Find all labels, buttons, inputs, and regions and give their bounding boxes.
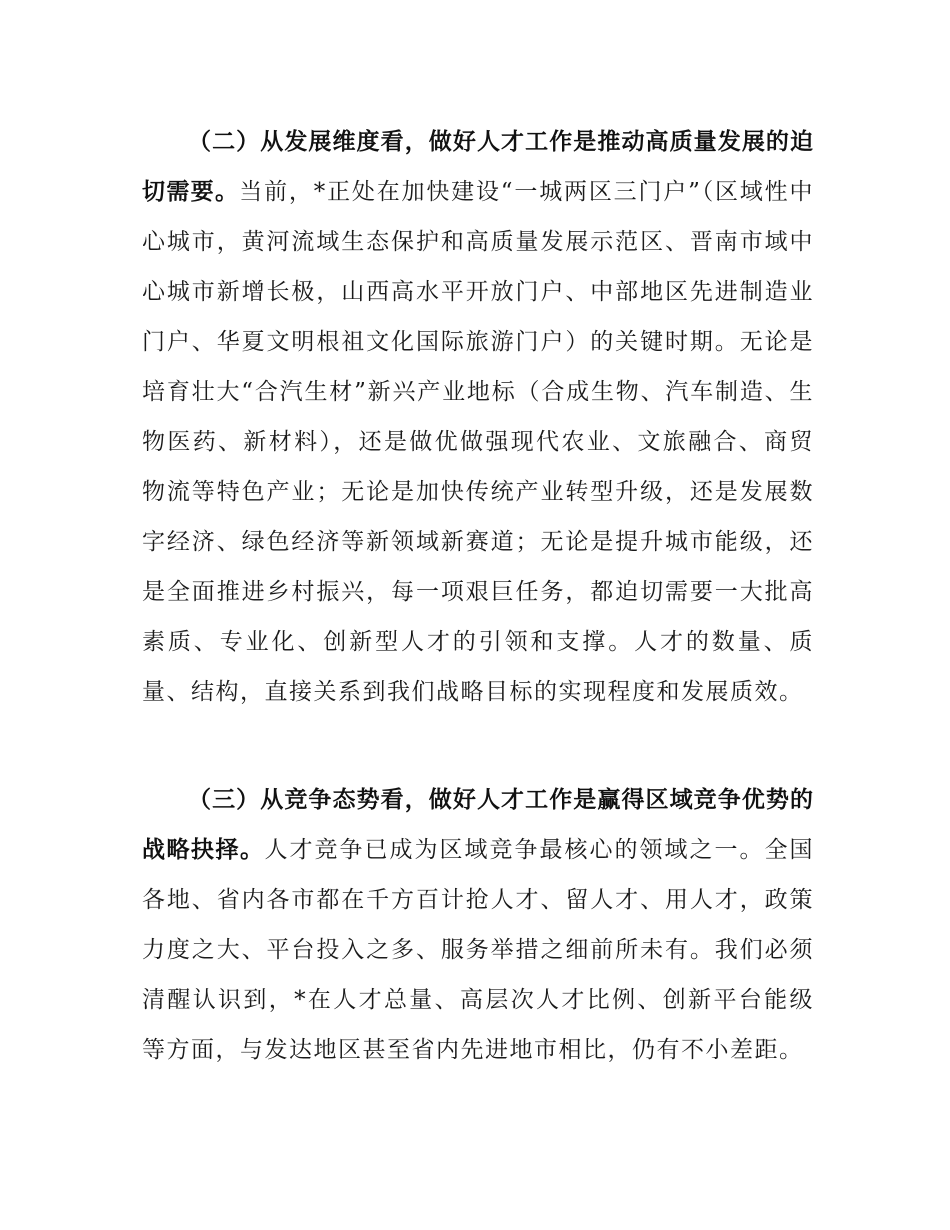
section-heading: （三）从竞争态势看，做好人才工作是赢得区域竞争优势的战略抉择。 <box>142 787 814 863</box>
section-body: 人才竞争已成为区域竞争最核心的领域之一。全国各地、省内各市都在千方百计抢人才、留人才、用人才，政策力度之大、平台投入之多、服务举措之细前所未有。我们必须清醒认识到，*在人才总量、高层次人才比例、创新平台能级等方面，与发达地区甚至省内先进地市相比，仍有不小差距。 <box>142 837 814 1063</box>
paragraph-section-2 <box>142 117 814 717</box>
section-body: 当前，*正处在加快建设“一城两区三门户”（区域性中心城市，黄河流域生态保护和高质量发展示范区、晋南市域中心城市新增长极，山西高水平开放门户、中部地区先进制造业门户、华夏文明根祖文化国际旅游门户）的关键时期。无论是培育壮大“合汽生材”新兴产业地标（合成生物、汽车制造、生物医药、新材料），还是做优做强现代农业、文旅融合、商贸物流等特色产业；无论是加快传统产业转型升级，还是发展数字经济、绿色经济等新领域新赛道；无论是提升城市能级，还是全面推进乡村振兴，每一项艰巨任务，都迫切需要一大批高素质、专业化、创新型人才的引领和支撑。人才的数量、质量、结构，直接关系到我们战略目标的实现程度和发展质效。 <box>142 179 814 705</box>
paragraph-section-3 <box>142 775 814 1075</box>
section-heading: （二）从发展维度看，做好人才工作是推动高质量发展的迫切需要。 <box>142 129 814 205</box>
